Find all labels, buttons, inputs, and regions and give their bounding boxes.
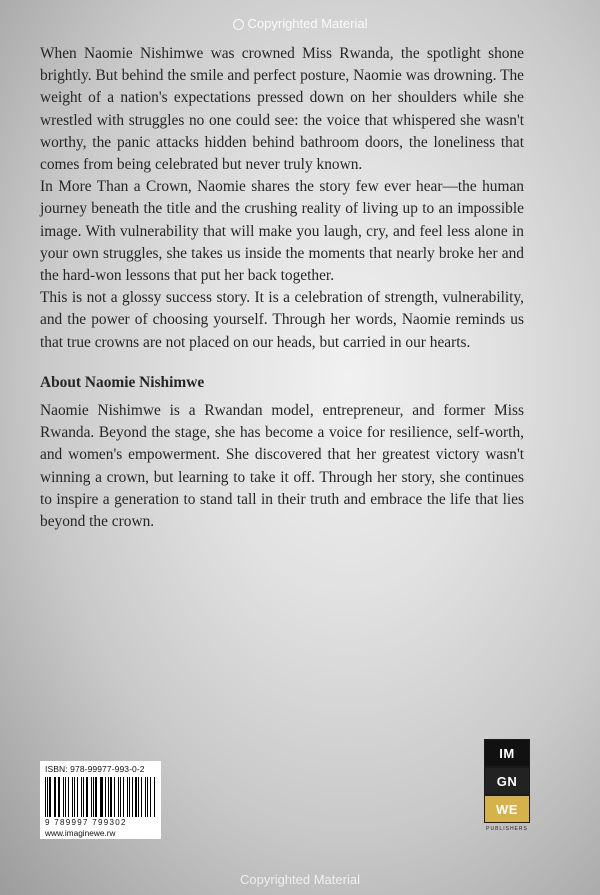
barcode-bar bbox=[101, 777, 102, 817]
barcode-bar bbox=[138, 777, 139, 817]
barcode-bar bbox=[135, 777, 137, 817]
publisher-logo bbox=[484, 739, 530, 832]
barcode-bar bbox=[114, 777, 115, 817]
barcode-bar bbox=[93, 777, 94, 817]
barcode-bar bbox=[120, 777, 121, 817]
barcode-bar bbox=[45, 777, 46, 817]
barcode-bar bbox=[100, 777, 101, 817]
barcode-bar bbox=[141, 777, 142, 817]
publisher-website: www.imaginewe.rw bbox=[45, 828, 116, 838]
barcode-bar bbox=[147, 777, 148, 817]
barcode-bar bbox=[77, 777, 78, 817]
barcode-bar bbox=[123, 777, 124, 817]
back-cover-text bbox=[40, 43, 524, 533]
barcode-bar bbox=[83, 777, 84, 817]
logo-row-2: GN bbox=[484, 767, 530, 795]
blurb-paragraph-1: When Naomie Nishimwe was crowned Miss Rwanda, the spotlight shone brightly. But behind the smile and perfect posture, Naomie was drowning. The weight of a nation's expectations pressed down on her shoulders while she wrestled with struggles no one could see: the voice that whispered she wasn't worthy, the panic attacks hidden behind bathroom doors, the loneliness that comes from being celebrated but never truly known. bbox=[40, 45, 524, 174]
barcode-bar bbox=[118, 777, 119, 817]
watermark-top bbox=[0, 16, 600, 31]
logo-row-1: IM bbox=[484, 739, 530, 767]
barcode-bar bbox=[74, 777, 75, 817]
barcode-bar bbox=[63, 777, 64, 817]
isbn-number: ISBN: 978-99977-993-0-2 bbox=[45, 764, 145, 774]
barcode-bar bbox=[132, 777, 133, 817]
barcode-bar bbox=[58, 777, 60, 817]
barcode-bar bbox=[49, 777, 50, 817]
barcode-bars bbox=[45, 777, 156, 817]
barcode-bar bbox=[91, 777, 92, 817]
watermark-text: Copyrighted Material bbox=[240, 872, 360, 887]
barcode-bar bbox=[95, 777, 96, 817]
barcode-bar bbox=[55, 777, 56, 817]
barcode-bar bbox=[127, 777, 128, 817]
about-heading: About Naomie Nishimwe bbox=[40, 373, 205, 391]
logo-label: PUBLISHERS bbox=[486, 826, 528, 832]
copyright-icon bbox=[233, 19, 244, 30]
barcode-bar bbox=[54, 777, 55, 817]
blurb-paragraph-2: In More Than a Crown, Naomie shares the story few ever hear—the human journey beneath the title and the crushing reality of living up to an impossible image. With vulnerability that will make you laugh, cry, and feel less alone in your own struggles, she takes us inside the moments that nearly broke her and the hard-won lessons that put her back together. bbox=[40, 178, 524, 285]
barcode-bar bbox=[86, 777, 88, 817]
watermark-bottom bbox=[0, 872, 600, 887]
barcode-bar bbox=[129, 777, 130, 817]
isbn-barcode bbox=[40, 761, 161, 839]
barcode-bar bbox=[110, 777, 112, 817]
barcode-bar bbox=[81, 777, 82, 817]
barcode-bar bbox=[65, 777, 66, 817]
barcode-bar bbox=[72, 777, 73, 817]
barcode-bar bbox=[108, 777, 109, 817]
barcode-bar bbox=[105, 777, 106, 817]
barcode-bar bbox=[145, 777, 146, 817]
barcode-bar bbox=[47, 777, 48, 817]
logo-row-3: WE bbox=[484, 795, 530, 823]
blurb-paragraph-3: This is not a glossy success story. It is a celebration of strength, vulnerability, and the power of choosing yourself. Through her words, Naomie reminds us that true crowns are not placed on our heads, but carried in our hearts. bbox=[40, 289, 524, 351]
watermark-text: Copyrighted Material bbox=[247, 16, 368, 31]
barcode-bar bbox=[154, 777, 155, 817]
about-body: Naomie Nishimwe is a Rwandan model, entrepreneur, and former Miss Rwanda. Beyond the stage, she has become a voice for resilience, self-worth, and women's empowerment. She discovered that her greatest victory wasn't winning a crown, but learning to take it off. Through her story, she continues to inspire a generation to stand tall in their truth and embrace the life that lies beyond the crown. bbox=[40, 402, 524, 531]
barcode-bar bbox=[150, 777, 151, 817]
barcode-bar bbox=[68, 777, 69, 817]
barcode-digits: 9 789997 799302 bbox=[45, 818, 127, 827]
